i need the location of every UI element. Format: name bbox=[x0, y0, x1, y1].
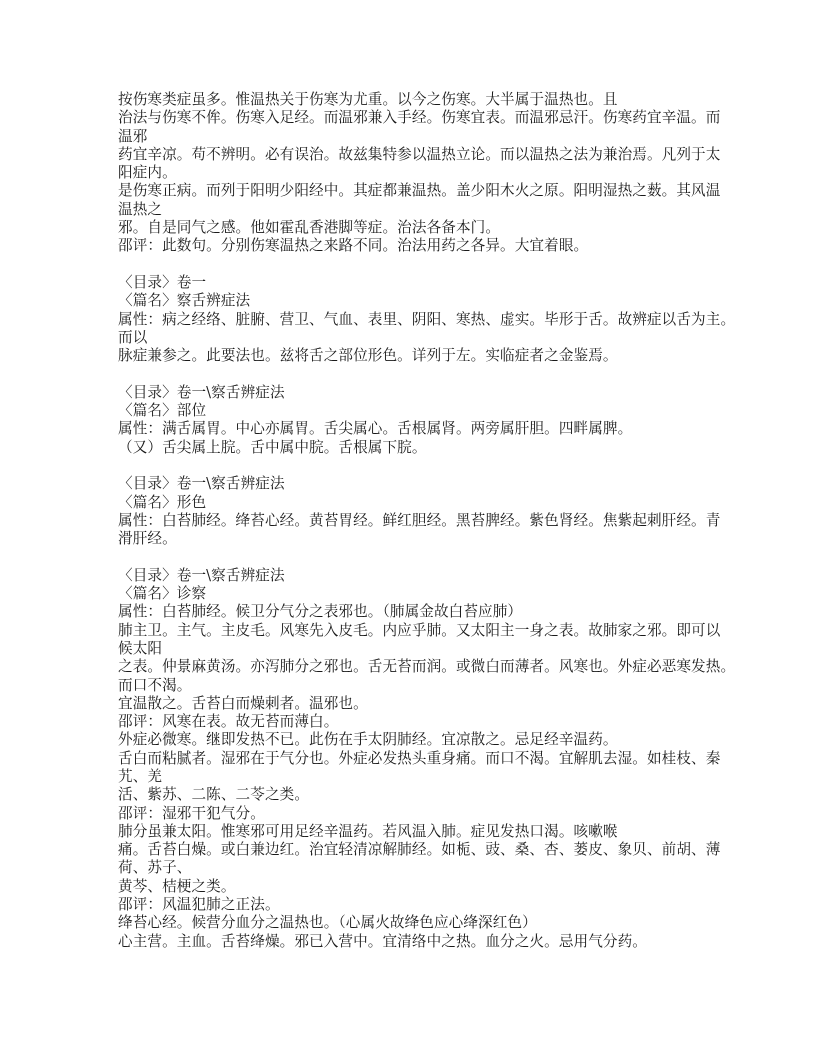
text-line: 黄芩、桔梗之类。 bbox=[118, 877, 236, 895]
commentary-line: 邵评：风寒在表。故无苔而薄白。 bbox=[118, 713, 339, 731]
section-shape-color bbox=[118, 475, 721, 548]
chapter-title: 〈篇名〉形色 bbox=[118, 493, 207, 511]
text-line: 脉症兼参之。此要法也。兹将舌之部位形色。详列于左。实临症者之金鉴焉。 bbox=[118, 347, 618, 365]
text-line: 药宜辛凉。苟不辨明。必有误治。故兹集特参以温热立论。而以温热之法为兼治焉。凡列于太 bbox=[118, 145, 721, 163]
catalog-heading: 〈目录〉卷一 bbox=[118, 273, 207, 291]
text-line: 之表。仲景麻黄汤。亦泻肺分之邪也。舌无苔而润。或微白而薄者。风寒也。外症必恶寒发热。 bbox=[118, 658, 736, 676]
text-line: 是伤寒正病。而列于阳明少阳经中。其症都兼温热。盖少阳木火之原。阳明湿热之薮。其风温 bbox=[118, 182, 721, 200]
blank-line bbox=[118, 256, 708, 274]
catalog-heading: 〈目录〉卷一\察舌辨症法 bbox=[118, 383, 285, 401]
text-line: 绛苔心经。候营分血分之温热也。（心属火故绛色应心绛深红色） bbox=[118, 914, 537, 932]
text-line: 属性：病之经络、脏腑、营卫、气血、表里、阴阳、寒热、虚实。毕形于舌。故辨症以舌为主。 bbox=[118, 310, 736, 328]
intro-paragraph bbox=[118, 91, 721, 256]
text-line: 肺主卫。主气。主皮毛。风寒先入皮毛。内应乎肺。又太阳主一身之表。故肺家之邪。即可以 bbox=[118, 621, 721, 639]
text-line: 按伤寒类症虽多。惟温热关于伤寒为尤重。以今之伤寒。大半属于温热也。且 bbox=[118, 91, 618, 108]
commentary-line: 邵评：此数句。分别伤寒温热之来路不同。治法用药之各异。大宜着眼。 bbox=[118, 237, 589, 255]
section-examination bbox=[118, 566, 736, 951]
text-line: （又）舌尖属上脘。舌中属中脘。舌根属下脘。 bbox=[118, 438, 427, 456]
blank-line bbox=[118, 457, 708, 475]
blank-line bbox=[118, 548, 708, 566]
commentary-line: 邵评：湿邪干犯气分。 bbox=[118, 804, 265, 822]
catalog-heading: 〈目录〉卷一\察舌辨症法 bbox=[118, 475, 285, 493]
text-line: 荷、苏子、 bbox=[118, 859, 192, 877]
text-line: 治法与伤寒不侔。伤寒入足经。而温邪兼入手经。伤寒宜表。而温邪忌汗。伤寒药宜辛温。而 bbox=[118, 109, 721, 127]
text-line: 而以 bbox=[118, 328, 148, 346]
catalog-heading: 〈目录〉卷一\察舌辨症法 bbox=[118, 566, 285, 584]
chapter-title: 〈篇名〉察舌辨症法 bbox=[118, 292, 251, 310]
text-line: 痛。舌苔白燥。或白兼边红。治宜轻清凉解肺经。如栀、豉、桑、杏、蒌皮、象贝、前胡、薄 bbox=[118, 841, 721, 859]
section-tongue-diagnosis bbox=[118, 273, 736, 365]
text-line: 艽、羌 bbox=[118, 767, 163, 785]
text-line: 温邪 bbox=[118, 127, 148, 145]
text-line: 属性：白苔肺经。绛苔心经。黄苔胃经。鲜红胆经。黑苔脾经。紫色肾经。焦紫起刺肝经。青 bbox=[118, 511, 721, 529]
text-line: 邪。自是同气之感。他如霍乱香港脚等症。治法各备本门。 bbox=[118, 219, 501, 237]
document-page bbox=[118, 91, 736, 951]
text-line: 而口不渴。 bbox=[118, 676, 192, 694]
text-line: 肺分虽兼太阳。惟寒邪可用足经辛温药。若风温入肺。症见发热口渴。咳嗽喉 bbox=[118, 822, 618, 840]
chapter-title: 〈篇名〉部位 bbox=[118, 402, 207, 420]
text-line: 温热之 bbox=[118, 200, 163, 218]
blank-line bbox=[118, 365, 708, 383]
text-line: 候太阳 bbox=[118, 639, 163, 657]
text-line: 宜温散之。舌苔白而燥刺者。温邪也。 bbox=[118, 694, 368, 712]
text-line: 属性：满舌属胃。中心亦属胃。舌尖属心。舌根属肾。两旁属肝胆。四畔属脾。 bbox=[118, 420, 633, 438]
text-line: 属性：白苔肺经。候卫分气分之表邪也。（肺属金故白苔应肺） bbox=[118, 603, 523, 621]
text-line: 舌白而粘腻者。湿邪在于气分也。外症必发热头重身痛。而口不渴。宜解肌去湿。如桂枝、秦 bbox=[118, 749, 721, 767]
text-line: 外症必微寒。继即发热不已。此伤在手太阴肺经。宜凉散之。忌足经辛温药。 bbox=[118, 731, 618, 749]
text-line: 滑肝经。 bbox=[118, 530, 177, 548]
text-line: 活、紫苏、二陈、二苓之类。 bbox=[118, 786, 310, 804]
commentary-line: 邵评：风温犯肺之正法。 bbox=[118, 896, 280, 914]
text-line: 阳症内。 bbox=[118, 164, 177, 182]
text-line: 心主营。主血。舌苔绛燥。邪已入营中。宜清络中之热。血分之火。忌用气分药。 bbox=[118, 932, 647, 950]
section-position bbox=[118, 384, 708, 457]
chapter-title: 〈篇名〉诊察 bbox=[118, 585, 207, 603]
